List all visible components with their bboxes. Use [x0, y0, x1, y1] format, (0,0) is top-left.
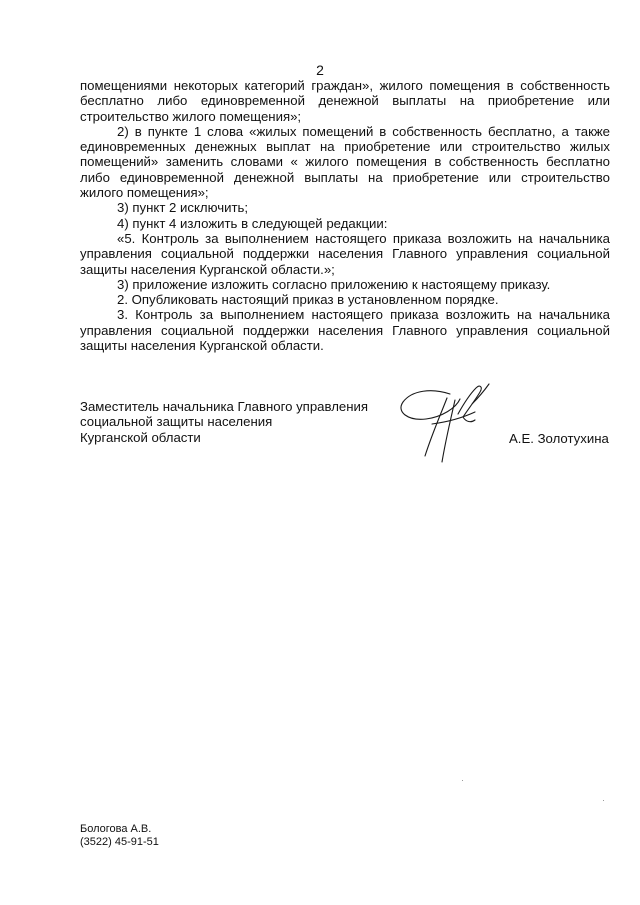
- signatory-title: [80, 399, 400, 445]
- signatory-name: А.Е. Золотухина: [509, 431, 609, 446]
- page-number: 2: [316, 62, 324, 78]
- paragraph-item-2: 2) в пункте 1 слова «жилых помещений в собственность бесплатно, а также единовременных денежных выплат на приобретение или строительство жилых помещений» заменить словами « жилого помещения в собственность бесплатно либо единовременной денежной выплаты на приобретение или строительство жилого помещения»;: [80, 123, 610, 201]
- executor-phone: (3522) 45-91-51: [80, 836, 159, 848]
- paragraph-appendix: 3) приложение изложить согласно приложению к настоящему приказу.: [117, 276, 551, 292]
- signatory-line: Курганской области: [80, 429, 201, 445]
- order-body: [80, 78, 610, 353]
- handwritten-signature: [392, 378, 504, 468]
- executor-name: Бологова А.В.: [80, 823, 152, 835]
- scan-speck: [462, 780, 463, 781]
- paragraph-control: 3. Контроль за выполнением настоящего приказа возложить на начальника управления социальной поддержки населения Главного управления социальной защиты населения Курганской области.: [80, 307, 610, 354]
- paragraph-quoted-clause-5: «5. Контроль за выполнением настоящего приказа возложить на начальника управления социальной поддержки населения Главного управления социальной защиты населения Курганской области.»;: [80, 230, 610, 277]
- signatory-line: социальной защиты населения: [80, 414, 273, 430]
- paragraph-continuation: помещениями некоторых категорий граждан», жилого помещения в собственность бесплатно либо единовременной денежной выплаты на приобретение или строительство жилого помещения»;: [80, 78, 610, 124]
- paragraph-publish: 2. Опубликовать настоящий приказ в установленном порядке.: [117, 292, 499, 308]
- signatory-line: Заместитель начальника Главного управления: [80, 399, 369, 414]
- paragraph-item-4: 4) пункт 4 изложить в следующей редакции:: [117, 215, 388, 231]
- executor-block: [80, 823, 159, 849]
- paragraph-item-3: 3) пункт 2 исключить;: [117, 200, 249, 216]
- scan-speck: [603, 800, 604, 801]
